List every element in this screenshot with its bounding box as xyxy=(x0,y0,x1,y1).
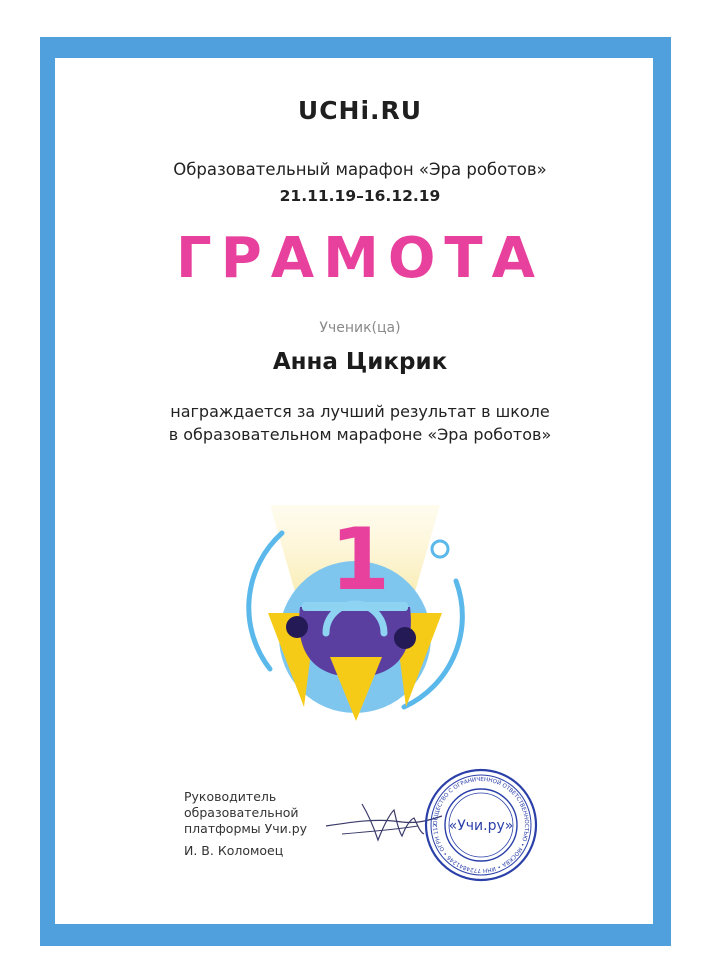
signatory-name: И. В. Коломоец xyxy=(184,843,284,858)
robot-eye-right xyxy=(394,627,416,649)
certificate-heading: ГРАМОТА xyxy=(176,226,544,291)
signatory-title-line-2: образовательной xyxy=(184,805,299,820)
recipient-role: Ученик(ца) xyxy=(319,320,401,336)
stamp-ring-text: ОБЩЕСТВО С ОГРАНИЧЕННОЙ ОТВЕТСТВЕННОСТЬЮ • МОСКВА • ИНН 7724841246 • ОГРН 112 xyxy=(432,776,530,874)
event-title: Образовательный марафон «Эра роботов» xyxy=(173,160,547,179)
signatory-title-line-1: Руководитель xyxy=(184,789,277,804)
robot-eye-left xyxy=(286,616,308,638)
award-reason-line-1: награждается за лучший результат в школе xyxy=(170,402,550,421)
orbit-arc-left xyxy=(249,533,282,669)
signatory-title xyxy=(184,789,307,837)
official-stamp xyxy=(422,766,540,884)
signatory-title-line-3: платформы Учи.ру xyxy=(184,821,308,836)
place-number: 1 xyxy=(330,510,390,610)
event-dates: 21.11.19–16.12.19 xyxy=(279,187,441,205)
stamp-center-text: «Учи.ру» xyxy=(448,818,514,834)
uchiru-logo: UCHi.RU xyxy=(297,96,423,125)
recipient-name: Анна Цикрик xyxy=(272,349,448,375)
small-ring xyxy=(432,541,448,557)
award-reason xyxy=(0,400,720,446)
award-reason-line-2: в образовательном марафоне «Эра роботов» xyxy=(168,425,552,444)
robot-emblem-icon xyxy=(242,497,478,727)
